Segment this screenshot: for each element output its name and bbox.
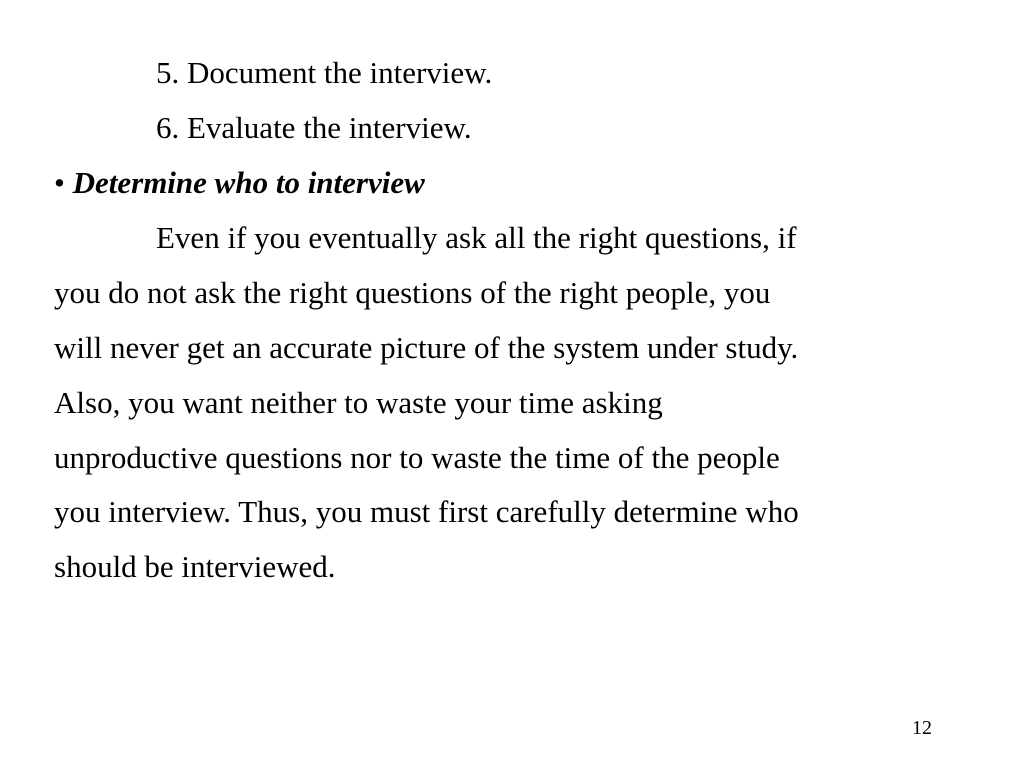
list-item-5: 5. Document the interview.: [156, 55, 493, 90]
paragraph-line-5: unproductive questions nor to waste the time of the people: [54, 440, 780, 475]
bullet-heading: [54, 165, 425, 201]
paragraph-line-2: you do not ask the right questions of the right people, you: [54, 275, 771, 310]
paragraph-line-7: should be interviewed.: [54, 549, 336, 584]
page-number: 12: [912, 717, 932, 739]
list-item-6: 6. Evaluate the interview.: [156, 110, 472, 145]
bullet-symbol: •: [54, 165, 65, 200]
paragraph-line-6: you interview. Thus, you must first carefully determine who: [54, 494, 799, 529]
paragraph-line-4: Also, you want neither to waste your time asking: [54, 385, 663, 420]
paragraph-line-1: Even if you eventually ask all the right questions, if: [156, 220, 797, 255]
paragraph-line-3: will never get an accurate picture of the system under study.: [54, 330, 799, 365]
bullet-title: Determine who to interview: [72, 165, 425, 200]
